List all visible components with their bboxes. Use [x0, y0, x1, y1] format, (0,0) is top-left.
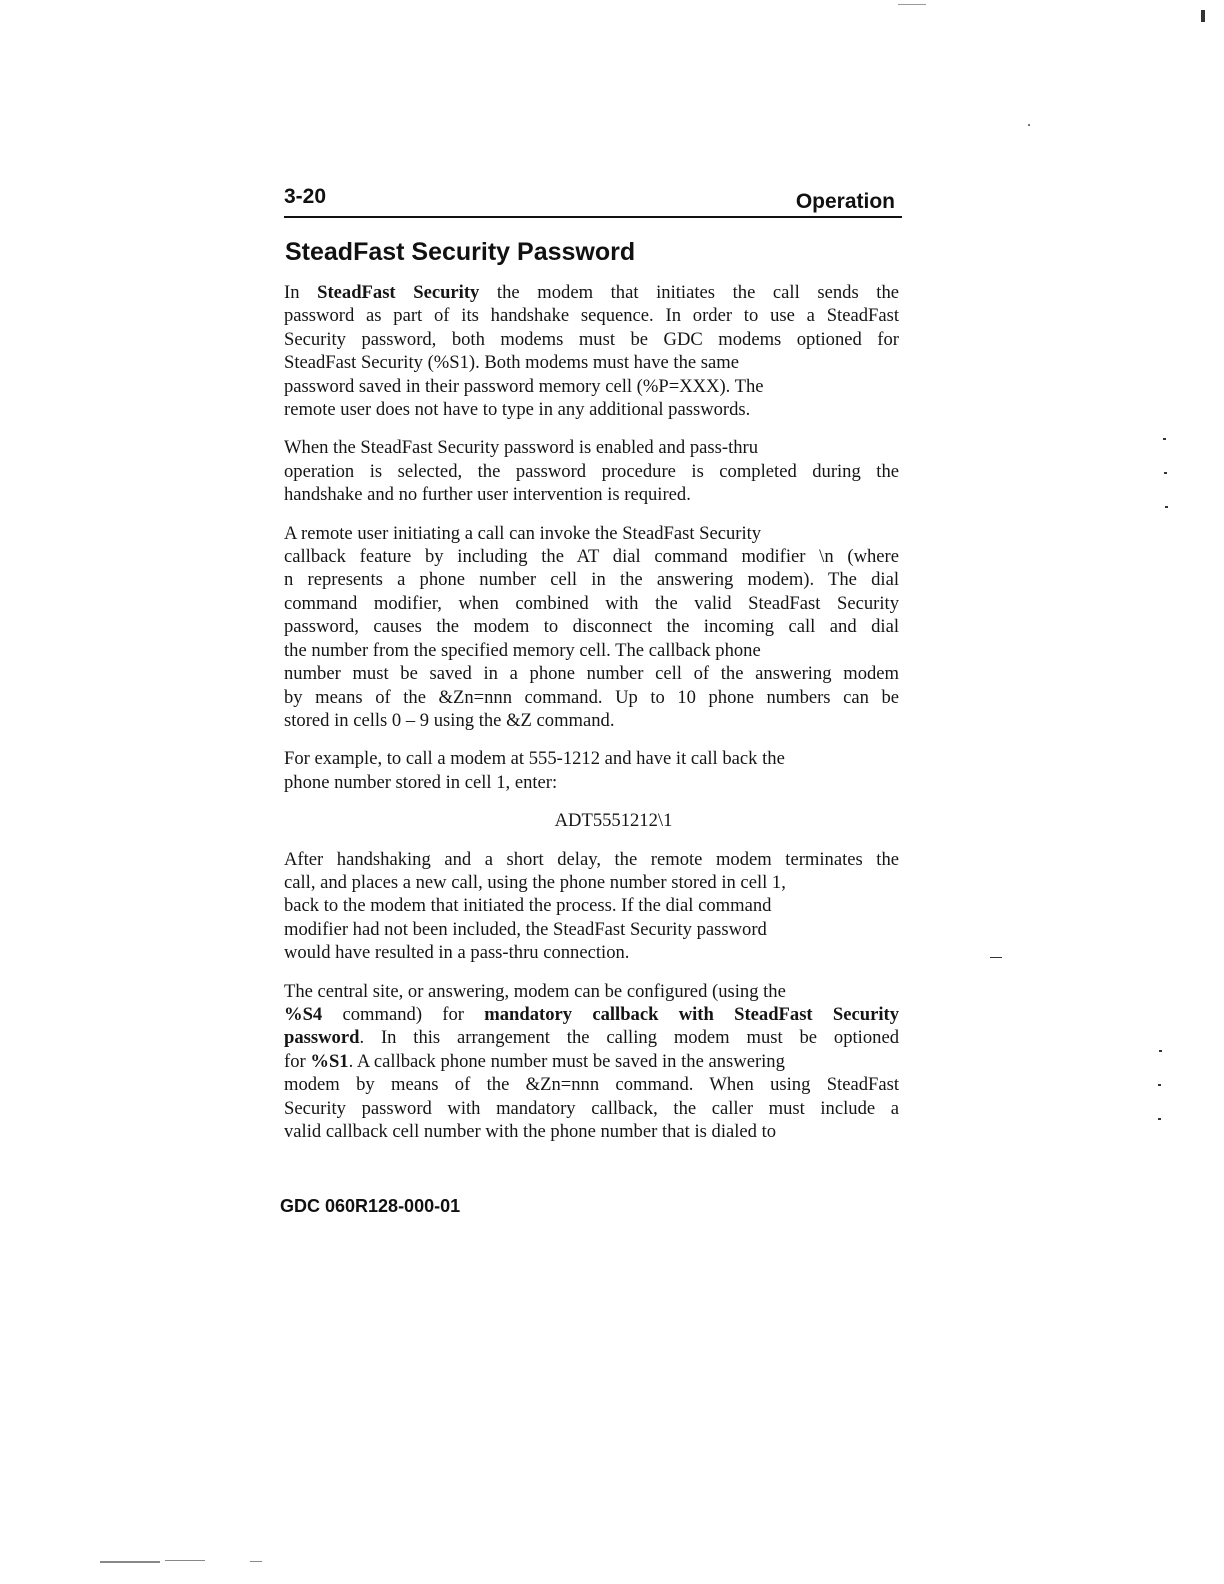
scan-speck — [1159, 1050, 1162, 1052]
scan-speck — [990, 957, 1002, 958]
text-line: Security password with mandatory callback, the caller must include a — [284, 1097, 899, 1119]
text-line — [284, 1026, 899, 1049]
bold-term: SteadFast Security — [317, 282, 480, 303]
text-line: the number from the specified memory cell. The callback phone — [284, 639, 761, 661]
section-heading: SteadFast Security Password — [285, 238, 636, 266]
text-line: handshake and no further user intervention is required. — [284, 484, 691, 506]
bold-term: password — [284, 1027, 360, 1049]
scan-speck — [1158, 1084, 1161, 1086]
scan-speck — [1163, 438, 1166, 440]
bold-term: mandatory callback with SteadFast Security — [484, 1003, 899, 1025]
section-name: Operation — [795, 190, 895, 213]
text-line: valid callback cell number with the phone number that is dialed to — [284, 1121, 777, 1142]
document-code-footer: GDC 060R128-000-01 — [280, 1196, 461, 1216]
text-run: . A callback phone number must be saved in the answering — [348, 1050, 785, 1072]
text-line: number must be saved in a phone number cell of the answering modem — [284, 663, 899, 685]
scan-speck — [1164, 472, 1167, 474]
text-line: SteadFast Security (%S1). Both modems must have the same — [284, 352, 739, 374]
text-line: The central site, or answering, modem can be configured (using the — [284, 980, 786, 1002]
text-line: password as part of its handshake sequence. In order to use a SteadFast — [284, 305, 899, 327]
text-line: password saved in their password memory cell (%P=XXX). The — [284, 375, 764, 397]
text-line: operation is selected, the password procedure is completed during the — [284, 460, 899, 482]
scan-speck — [165, 1560, 205, 1561]
paragraph-pass-thru — [284, 436, 899, 506]
paragraph-callback — [284, 522, 899, 733]
body-text — [284, 281, 899, 1158]
text-line: modifier had not been included, the SteadFast Security password — [284, 918, 767, 940]
bold-term: %S1 — [310, 1050, 349, 1072]
scan-speck — [898, 4, 926, 5]
page-header — [284, 183, 902, 223]
text-line — [284, 1003, 899, 1026]
text-run: for — [284, 1050, 311, 1072]
paragraph-mandatory-callback — [284, 980, 899, 1144]
text-line — [284, 1050, 899, 1073]
text-line: call, and places a new call, using the phone number stored in cell 1, — [284, 871, 786, 893]
text-line: would have resulted in a pass-thru connection. — [284, 942, 630, 964]
text-line: stored in cells 0 – 9 using the &Z command. — [284, 709, 615, 731]
command-text: ADT5551212\1 — [554, 810, 673, 832]
example-command — [284, 809, 899, 832]
text-line: When the SteadFast Security password is enabled and pass-thru — [284, 437, 759, 459]
scan-speck — [100, 1561, 160, 1563]
text-line: For example, to call a modem at 555-1212 and have it call back the — [284, 748, 785, 770]
scan-speck — [1158, 1118, 1161, 1120]
text-line: n represents a phone number cell in the answering modem). The dial — [284, 569, 899, 591]
text-line: modem by means of the &Zn=nnn command. When using SteadFast — [284, 1074, 899, 1096]
text-line: command modifier, when combined with the valid SteadFast Security — [284, 592, 899, 614]
page-number: 3-20 — [284, 185, 327, 208]
text-run: . In this arrangement the calling modem must be optioned — [359, 1027, 899, 1049]
header-rule — [284, 216, 902, 218]
scan-speck — [250, 1561, 262, 1562]
text-run: the modem that initiates the call sends the — [479, 282, 900, 303]
text-line: password, causes the modem to disconnect the incoming call and dial — [284, 616, 899, 638]
scan-speck — [1028, 124, 1030, 126]
scan-speck — [1165, 506, 1168, 508]
text-line: callback feature by including the AT dial command modifier \n (where — [284, 546, 899, 568]
text-line: After handshaking and a short delay, the remote modem terminates the — [284, 848, 899, 870]
text-run: In — [284, 282, 318, 303]
text-line: phone number stored in cell 1, enter: — [284, 771, 558, 793]
text-line: remote user does not have to type in any additional passwords. — [284, 399, 751, 421]
text-line: Security password, both modems must be GDC modems optioned for — [284, 328, 899, 350]
paragraph-example — [284, 747, 899, 794]
text-line: by means of the &Zn=nnn command. Up to 10 phone numbers can be — [284, 686, 899, 708]
scan-speck — [1201, 10, 1205, 22]
text-run: command) for — [322, 1003, 485, 1025]
text-line: A remote user initiating a call can invoke the SteadFast Security — [284, 522, 762, 544]
paragraph-intro — [284, 281, 899, 421]
text-line — [284, 281, 899, 304]
text-line: back to the modem that initiated the process. If the dial command — [284, 895, 772, 917]
bold-term: %S4 — [284, 1003, 323, 1025]
paragraph-after-handshake — [284, 848, 899, 965]
